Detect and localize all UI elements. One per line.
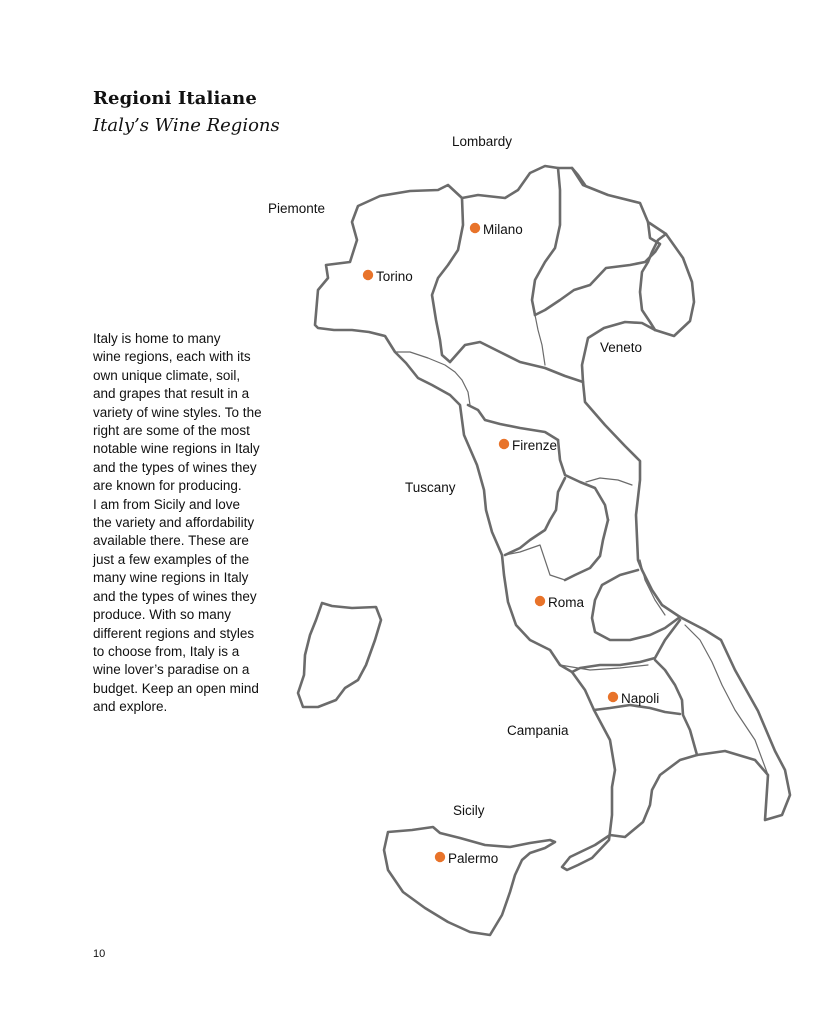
region-label-veneto: Veneto — [600, 340, 643, 355]
city-label-milano: Milano — [483, 222, 523, 237]
piemonte-lombardy-border — [432, 198, 463, 362]
veneto-north-border — [572, 168, 585, 185]
liguria-border — [395, 352, 470, 405]
city-marker-firenze — [499, 439, 509, 449]
apulia-border — [640, 560, 665, 615]
page-title: Regioni Italiane — [93, 88, 257, 109]
lombardy-east-border — [535, 315, 545, 365]
city-label-firenze: Firenze — [512, 438, 558, 453]
sardinia-outline — [298, 603, 381, 707]
city-label-torino: Torino — [376, 269, 413, 284]
city-marker-napoli — [608, 692, 618, 702]
abruzzo-molise-border — [592, 570, 680, 640]
city-label-palermo: Palermo — [448, 851, 499, 866]
region-label-sicily: Sicily — [453, 803, 485, 818]
region-label-tuscany: Tuscany — [405, 480, 456, 495]
intro-paragraph: Italy is home to many wine regions, each with its own unique climate, soil, and grapes that result in a variety of wine styles. To the right are some of the most notable wine regions in Italy and the types of wines they are known for producing. I am from Sicily and love the variety and affordability available there. These are just a few examples of the many wine regions in Italy and the types of wines they produce. With so many different regions and styles to choose from, Italy is a wine lover’s paradise on a budget. Keep an open mind and explore. — [93, 331, 262, 715]
lazio-abruzzo-border — [565, 520, 608, 580]
friuli-trentino-border — [640, 234, 666, 330]
emilia-north-border — [450, 342, 583, 382]
city-marker-roma — [535, 596, 545, 606]
campania-south-border — [655, 660, 697, 755]
tuscany-emilia-border — [468, 405, 558, 440]
region-label-campania: Campania — [507, 723, 569, 738]
page-number: 10 — [93, 948, 106, 960]
region-label-lombardy: Lombardy — [452, 134, 513, 149]
marche-east-border — [586, 478, 632, 485]
region-label-piemonte: Piemonte — [268, 201, 326, 216]
city-label-napoli: Napoli — [621, 691, 660, 706]
region-labels — [268, 134, 642, 818]
marche-border — [558, 440, 608, 520]
city-label-roma: Roma — [548, 595, 585, 610]
city-marker-milano — [470, 223, 480, 233]
umbria-border — [505, 478, 565, 555]
city-marker-torino — [363, 270, 373, 280]
map-borders — [298, 166, 790, 935]
lombardy-veneto-border — [532, 168, 560, 315]
basilicata-calabria-border — [594, 705, 680, 714]
sicily-outline — [384, 827, 555, 935]
city-marker-palermo — [435, 852, 445, 862]
page-subtitle: Italy’s Wine Regions — [93, 115, 280, 136]
